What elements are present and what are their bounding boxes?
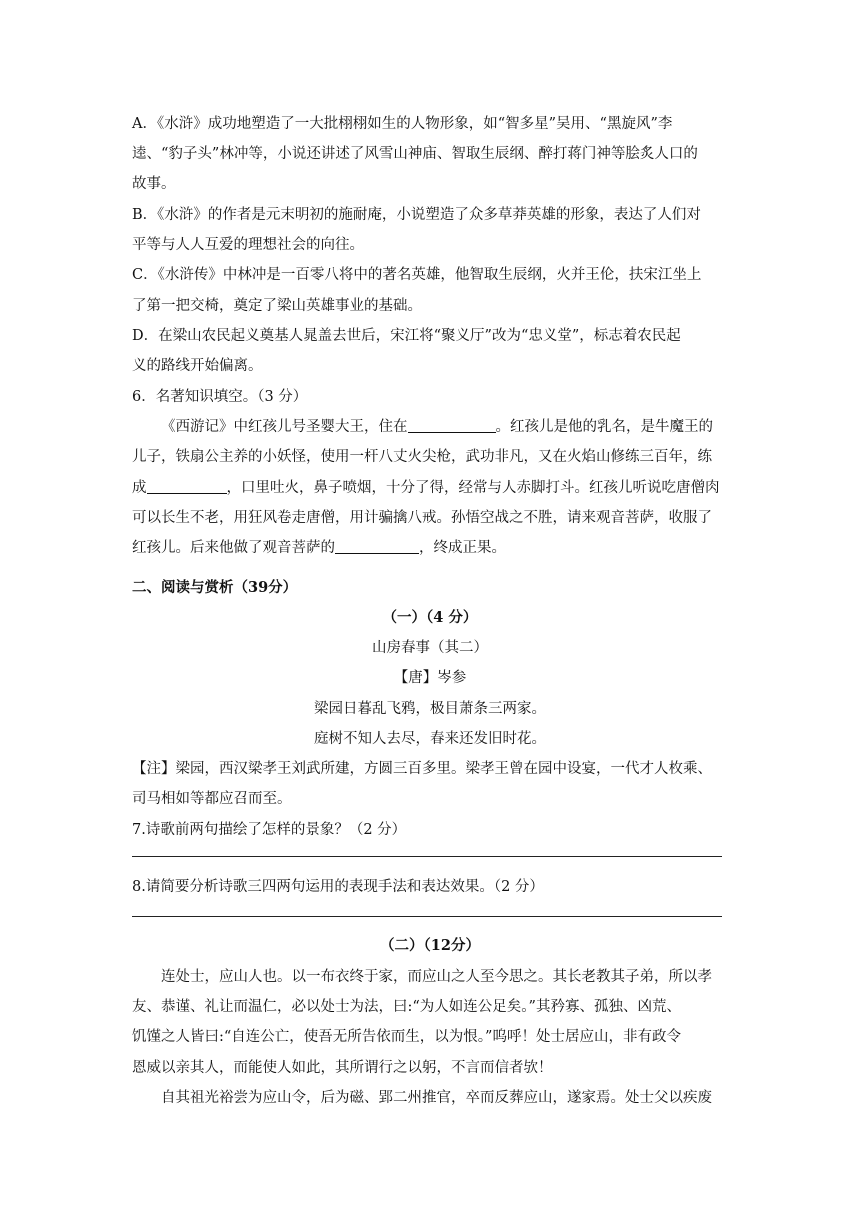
q6-text: 成 bbox=[132, 480, 147, 496]
poem-note-line-2: 司马相如等都应召而至。 bbox=[132, 791, 292, 807]
q6-text: 《西游记》中红孩儿号圣婴大王，住在 bbox=[161, 419, 408, 435]
question-6-line-4: 可以长生不老，用狂风卷走唐僧，用计骗擒八戒。孙悟空战之不胜，请来观音菩萨，收服了 bbox=[132, 510, 712, 526]
poem-line-2: 庭树不知人去尽，春来还发旧时花。 bbox=[314, 731, 546, 747]
poem-author: 【唐】岑参 bbox=[393, 670, 467, 686]
question-6-line-2: 儿子，铁扇公主养的小妖怪，使用一杆八丈火尖枪，武功非凡，又在火焰山修练三百年，练 bbox=[132, 449, 712, 465]
option-b-line-2: 平等与人人互爱的理想社会的向往。 bbox=[132, 237, 364, 253]
option-a-line-1: A．《水浒》成功地塑造了一大批栩栩如生的人物形象，如“智多星”吴用、“黑旋风”李 bbox=[132, 116, 673, 132]
part-1-heading: （一）（4 分） bbox=[382, 609, 478, 626]
passage-line-1: 连处士，应山人也。以一布衣终于家，而应山之人至今思之。其长老教其子弟，所以孝 bbox=[161, 969, 712, 985]
answer-blank-1[interactable] bbox=[408, 417, 496, 433]
option-c-line-2: 了第一把交椅，奠定了梁山英雄事业的基础。 bbox=[132, 298, 422, 314]
poem-title: 山房春事（其二） bbox=[372, 640, 488, 656]
option-d-line-1: D．在梁山农民起义奠基人晁盖去世后，宋江将“聚义厅”改为“忠义堂”，标志着农民起 bbox=[132, 328, 681, 344]
q6-text: ，终成正果。 bbox=[419, 540, 506, 556]
answer-line-8[interactable] bbox=[132, 916, 722, 917]
answer-blank-3[interactable] bbox=[335, 538, 419, 554]
option-d-line-2: 义的路线开始偏离。 bbox=[132, 358, 263, 374]
answer-blank-2[interactable] bbox=[147, 478, 227, 494]
passage-line-5: 自其祖光裕尝为应山令，后为磁、郢二州推官，卒而反葬应山，遂家焉。处士父以疾废 bbox=[161, 1090, 712, 1106]
question-7: 7.诗歌前两句描绘了怎样的景象？（2 分） bbox=[132, 822, 407, 838]
answer-line-7[interactable] bbox=[132, 856, 722, 857]
poem-note-line-1: 【注】梁园，西汉梁孝王刘武所建，方圆三百多里。梁孝王曾在园中设宴，一代才人枚乘、 bbox=[132, 761, 712, 777]
q6-text: 。红孩儿是他的乳名，是牛魔王的 bbox=[495, 419, 713, 435]
question-8: 8.请简要分析诗歌三四两句运用的表现手法和表达效果。（2 分） bbox=[132, 879, 544, 895]
passage-line-3: 饥馑之人皆曰:“自连公亡，使吾无所告依而生，以为恨。”呜呼！处士居应山，非有政令 bbox=[132, 1029, 681, 1045]
option-c-line-1: C．《水浒传》中林冲是一百零八将中的著名英雄，他智取生辰纲，火并王伦，扶宋江坐上 bbox=[132, 267, 702, 283]
option-a-line-2: 逵、“豹子头”林冲等，小说还讲述了风雪山神庙、智取生辰纲、醉打蒋门神等脍炙人口的 bbox=[132, 146, 698, 162]
section-2-heading: 二、阅读与赏析（39分） bbox=[132, 579, 298, 596]
passage-line-4: 恩威以亲其人，而能使人如此，其所谓行之以躬，不言而信者欤！ bbox=[132, 1060, 553, 1076]
passage-line-2: 友、恭谨、礼让而温仁，必以处士为法，曰:“为人如连公足矣。”其矜寡、孤独、凶荒、 bbox=[132, 999, 681, 1015]
question-6-title: 6．名著知识填空。（3 分） bbox=[132, 389, 308, 405]
option-a-line-3: 故事。 bbox=[132, 176, 176, 192]
q6-text: 红孩儿。后来他做了观音菩萨的 bbox=[132, 540, 335, 556]
q6-text: ，口里吐火，鼻子喷烟，十分了得，经常与人赤脚打斗。红孩儿听说吃唐僧肉 bbox=[226, 480, 720, 496]
poem-line-1: 梁园日暮乱飞鸦，极目萧条三两家。 bbox=[314, 701, 546, 717]
question-6-line-5 bbox=[132, 538, 506, 558]
question-6-line-1 bbox=[161, 417, 713, 437]
option-b-line-1: B．《水浒》的作者是元末明初的施耐庵，小说塑造了众多草莽英雄的形象，表达了人们对 bbox=[132, 207, 701, 223]
part-2-heading: （二）（12分） bbox=[380, 937, 480, 954]
question-6-line-3 bbox=[132, 478, 720, 498]
